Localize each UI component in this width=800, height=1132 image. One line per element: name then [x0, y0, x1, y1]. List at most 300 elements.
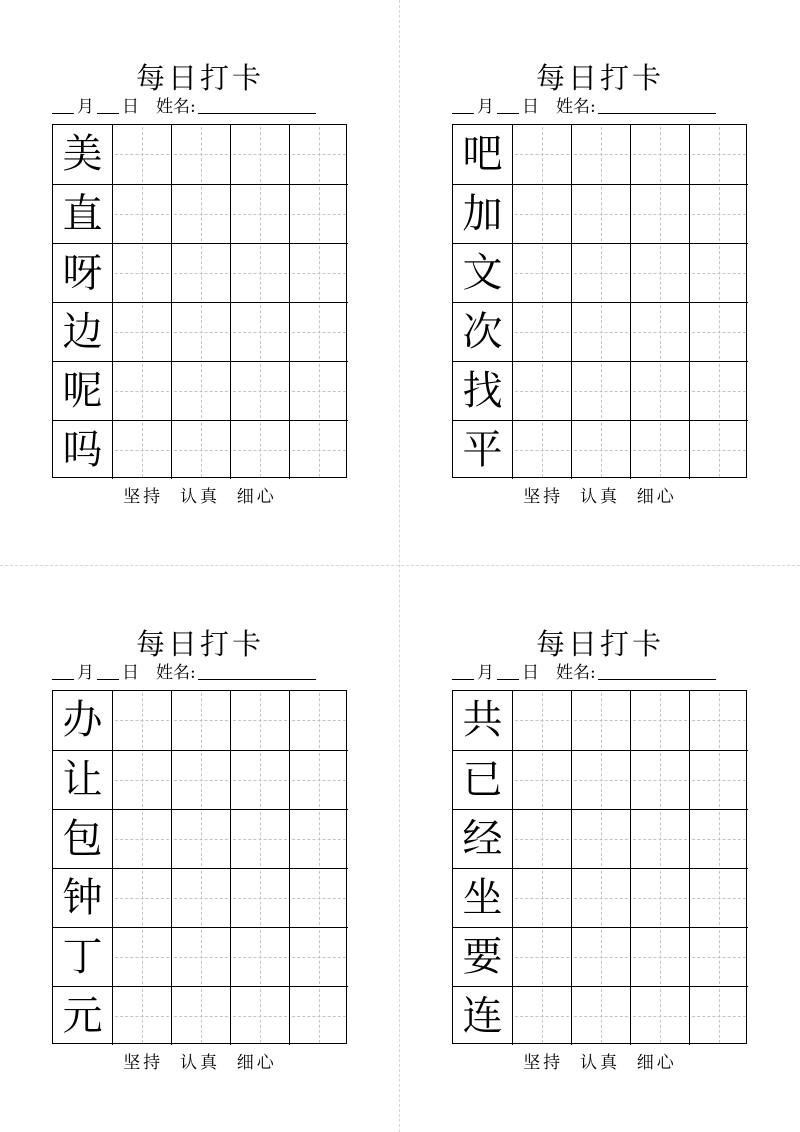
- model-character: 包: [62, 816, 103, 862]
- practice-cell[interactable]: [512, 125, 571, 184]
- guide-line-horizontal: [292, 1016, 346, 1017]
- practice-cell[interactable]: [112, 302, 171, 361]
- practice-cell[interactable]: [689, 868, 748, 927]
- practice-cell[interactable]: [289, 243, 348, 302]
- practice-cell[interactable]: [571, 184, 630, 243]
- guide-line-horizontal: [692, 957, 746, 958]
- guide-line-horizontal: [115, 957, 169, 958]
- guide-line-horizontal: [574, 214, 628, 215]
- name-blank[interactable]: [198, 95, 316, 114]
- practice-cell[interactable]: [230, 868, 289, 927]
- grid-row: [453, 125, 746, 184]
- guide-line-horizontal: [574, 273, 628, 274]
- model-cell: [453, 243, 512, 302]
- guide-line-horizontal: [174, 391, 228, 392]
- model-character: 办: [62, 697, 103, 743]
- model-cell: [53, 243, 112, 302]
- practice-cell[interactable]: [171, 420, 230, 479]
- practice-cell[interactable]: [571, 125, 630, 184]
- day-blank[interactable]: [97, 95, 119, 114]
- model-cell: [53, 302, 112, 361]
- model-character: 次: [462, 309, 503, 355]
- guide-line-horizontal: [633, 720, 687, 721]
- model-character: 经: [462, 816, 503, 862]
- practice-cell[interactable]: [230, 809, 289, 868]
- guide-line-horizontal: [174, 332, 228, 333]
- guide-line-horizontal: [115, 332, 169, 333]
- practice-cell[interactable]: [230, 184, 289, 243]
- guide-line-horizontal: [633, 1016, 687, 1017]
- practice-cell[interactable]: [230, 243, 289, 302]
- practice-cell[interactable]: [630, 184, 689, 243]
- practice-cell[interactable]: [171, 302, 230, 361]
- guide-line-horizontal: [233, 839, 287, 840]
- practice-cell[interactable]: [171, 243, 230, 302]
- practice-cell[interactable]: [112, 361, 171, 420]
- practice-cell[interactable]: [512, 243, 571, 302]
- practice-cell[interactable]: [512, 184, 571, 243]
- guide-line-horizontal: [574, 780, 628, 781]
- model-cell: [453, 302, 512, 361]
- guide-line-horizontal: [292, 780, 346, 781]
- month-blank[interactable]: [52, 95, 74, 114]
- grid-row: [53, 868, 346, 927]
- month-label: 月: [477, 97, 494, 117]
- practice-cell[interactable]: [112, 868, 171, 927]
- guide-line-horizontal: [574, 154, 628, 155]
- guide-line-horizontal: [692, 839, 746, 840]
- practice-cell[interactable]: [512, 986, 571, 1045]
- practice-cell[interactable]: [571, 361, 630, 420]
- practice-cell[interactable]: [689, 125, 748, 184]
- practice-cell[interactable]: [112, 691, 171, 750]
- guide-line-horizontal: [292, 957, 346, 958]
- practice-cell[interactable]: [289, 868, 348, 927]
- grid-row: [53, 927, 346, 986]
- model-character: 文: [462, 250, 503, 296]
- card-title: 每日打卡: [535, 627, 664, 661]
- practice-cell[interactable]: [230, 302, 289, 361]
- guide-line-horizontal: [233, 780, 287, 781]
- month-label: 月: [77, 97, 94, 117]
- date-name-line: [452, 94, 748, 120]
- model-cell: [453, 184, 512, 243]
- month-blank[interactable]: [452, 95, 474, 114]
- guide-line-horizontal: [515, 1016, 569, 1017]
- model-cell: [53, 986, 112, 1045]
- guide-line-horizontal: [574, 720, 628, 721]
- guide-line-horizontal: [692, 391, 746, 392]
- card-title: 每日打卡: [135, 61, 264, 95]
- card-title: 每日打卡: [135, 627, 264, 661]
- model-character: 连: [462, 993, 503, 1039]
- guide-line-horizontal: [233, 720, 287, 721]
- guide-line-horizontal: [115, 720, 169, 721]
- writing-grid: [52, 690, 347, 1044]
- month-blank[interactable]: [52, 661, 74, 680]
- guide-line-horizontal: [233, 154, 287, 155]
- practice-cell[interactable]: [289, 691, 348, 750]
- practice-cell[interactable]: [289, 361, 348, 420]
- grid-row: [53, 361, 346, 420]
- model-cell: [453, 750, 512, 809]
- grid-row: [453, 750, 746, 809]
- guide-line-horizontal: [633, 780, 687, 781]
- model-cell: [53, 691, 112, 750]
- guide-line-horizontal: [115, 154, 169, 155]
- model-character: 吗: [62, 427, 103, 473]
- model-cell: [453, 420, 512, 479]
- model-character: 直: [62, 191, 103, 237]
- grid-row: [453, 420, 746, 479]
- model-cell: [453, 986, 512, 1045]
- guide-line-horizontal: [515, 780, 569, 781]
- practice-cell[interactable]: [112, 809, 171, 868]
- guide-line-horizontal: [633, 214, 687, 215]
- model-character: 吧: [462, 131, 503, 177]
- guide-line-horizontal: [292, 898, 346, 899]
- practice-cell[interactable]: [112, 927, 171, 986]
- model-character: 找: [462, 368, 503, 414]
- grid-row: [453, 927, 746, 986]
- practice-cell[interactable]: [630, 125, 689, 184]
- model-character: 边: [62, 309, 103, 355]
- practice-cell[interactable]: [630, 809, 689, 868]
- practice-cell[interactable]: [289, 302, 348, 361]
- practice-cell[interactable]: [289, 986, 348, 1045]
- practice-cell[interactable]: [689, 243, 748, 302]
- date-name-line: [52, 94, 348, 120]
- practice-cell[interactable]: [512, 868, 571, 927]
- practice-cell[interactable]: [230, 420, 289, 479]
- date-name-line: [452, 660, 748, 686]
- practice-cell[interactable]: [689, 420, 748, 479]
- motto-text: 坚持 认真 细心: [123, 487, 277, 507]
- guide-line-horizontal: [515, 214, 569, 215]
- guide-line-horizontal: [233, 450, 287, 451]
- day-blank[interactable]: [497, 661, 519, 680]
- practice-cell[interactable]: [689, 302, 748, 361]
- practice-cell[interactable]: [512, 691, 571, 750]
- guide-line-horizontal: [633, 898, 687, 899]
- practice-cell[interactable]: [289, 184, 348, 243]
- practice-cell[interactable]: [171, 125, 230, 184]
- month-label: 月: [477, 663, 494, 683]
- guide-line-horizontal: [174, 720, 228, 721]
- model-cell: [53, 184, 112, 243]
- guide-line-horizontal: [515, 391, 569, 392]
- name-blank[interactable]: [198, 661, 316, 680]
- model-cell: [53, 750, 112, 809]
- practice-cell[interactable]: [630, 986, 689, 1045]
- name-blank[interactable]: [598, 661, 716, 680]
- practice-cell[interactable]: [689, 809, 748, 868]
- guide-line-horizontal: [233, 957, 287, 958]
- practice-cell[interactable]: [571, 750, 630, 809]
- guide-line-horizontal: [292, 332, 346, 333]
- guide-line-horizontal: [515, 450, 569, 451]
- guide-line-horizontal: [633, 957, 687, 958]
- practice-cell[interactable]: [630, 302, 689, 361]
- grid-row: [53, 125, 346, 184]
- guide-line-horizontal: [633, 839, 687, 840]
- practice-cell[interactable]: [112, 243, 171, 302]
- day-label: 日: [522, 97, 539, 117]
- practice-cell[interactable]: [630, 691, 689, 750]
- guide-line-horizontal: [292, 214, 346, 215]
- practice-cell[interactable]: [230, 361, 289, 420]
- practice-cell[interactable]: [230, 125, 289, 184]
- day-label: 日: [122, 97, 139, 117]
- practice-cell[interactable]: [512, 420, 571, 479]
- model-character: 钟: [62, 875, 103, 921]
- guide-line-horizontal: [115, 1016, 169, 1017]
- model-cell: [53, 125, 112, 184]
- practice-cell[interactable]: [512, 809, 571, 868]
- guide-line-horizontal: [292, 273, 346, 274]
- guide-line-horizontal: [174, 214, 228, 215]
- guide-line-horizontal: [633, 450, 687, 451]
- guide-line-horizontal: [233, 1016, 287, 1017]
- writing-grid: [452, 124, 747, 478]
- model-character: 加: [462, 191, 503, 237]
- model-character: 要: [462, 934, 503, 980]
- practice-cell[interactable]: [112, 750, 171, 809]
- practice-cell[interactable]: [630, 420, 689, 479]
- guide-line-horizontal: [633, 273, 687, 274]
- guide-line-horizontal: [174, 957, 228, 958]
- practice-cell[interactable]: [571, 420, 630, 479]
- guide-line-horizontal: [292, 839, 346, 840]
- practice-cell[interactable]: [630, 750, 689, 809]
- practice-cell[interactable]: [230, 927, 289, 986]
- model-character: 元: [62, 993, 103, 1039]
- guide-line-horizontal: [115, 214, 169, 215]
- grid-row: [453, 302, 746, 361]
- practice-cell[interactable]: [112, 986, 171, 1045]
- guide-line-horizontal: [692, 332, 746, 333]
- guide-line-horizontal: [115, 450, 169, 451]
- practice-cell[interactable]: [571, 809, 630, 868]
- practice-cell[interactable]: [171, 809, 230, 868]
- model-character: 让: [62, 757, 103, 803]
- practice-cell[interactable]: [630, 868, 689, 927]
- guide-line-horizontal: [574, 1016, 628, 1017]
- guide-line-horizontal: [692, 780, 746, 781]
- name-label: 姓名:: [556, 663, 596, 683]
- guide-line-horizontal: [515, 332, 569, 333]
- guide-line-horizontal: [692, 720, 746, 721]
- practice-cell[interactable]: [171, 361, 230, 420]
- guide-line-horizontal: [515, 273, 569, 274]
- grid-row: [53, 750, 346, 809]
- motto-text: 坚持 认真 细心: [123, 1053, 277, 1073]
- guide-line-horizontal: [233, 214, 287, 215]
- guide-line-horizontal: [115, 273, 169, 274]
- practice-cell[interactable]: [112, 420, 171, 479]
- guide-line-horizontal: [574, 332, 628, 333]
- grid-row: [453, 809, 746, 868]
- day-label: 日: [522, 663, 539, 683]
- practice-cell[interactable]: [230, 750, 289, 809]
- month-label: 月: [77, 663, 94, 683]
- month-blank[interactable]: [452, 661, 474, 680]
- guide-line-horizontal: [515, 154, 569, 155]
- model-cell: [453, 809, 512, 868]
- practice-cell[interactable]: [512, 927, 571, 986]
- cut-line-horizontal: [0, 565, 800, 566]
- guide-line-horizontal: [515, 898, 569, 899]
- guide-line-horizontal: [174, 450, 228, 451]
- practice-cell[interactable]: [689, 361, 748, 420]
- model-character: 已: [462, 757, 503, 803]
- guide-line-horizontal: [515, 839, 569, 840]
- guide-line-horizontal: [174, 154, 228, 155]
- guide-line-horizontal: [692, 898, 746, 899]
- model-character: 呢: [62, 368, 103, 414]
- model-cell: [53, 868, 112, 927]
- practice-cell[interactable]: [171, 986, 230, 1045]
- guide-line-horizontal: [633, 391, 687, 392]
- practice-cell[interactable]: [630, 361, 689, 420]
- model-character: 坐: [462, 875, 503, 921]
- model-character: 丁: [62, 934, 103, 980]
- model-cell: [453, 125, 512, 184]
- guide-line-horizontal: [692, 154, 746, 155]
- guide-line-horizontal: [515, 957, 569, 958]
- practice-cell[interactable]: [112, 125, 171, 184]
- grid-row: [453, 691, 746, 750]
- grid-row: [453, 361, 746, 420]
- practice-cell[interactable]: [689, 927, 748, 986]
- grid-row: [53, 809, 346, 868]
- day-label: 日: [122, 663, 139, 683]
- practice-cell[interactable]: [571, 302, 630, 361]
- day-blank[interactable]: [497, 95, 519, 114]
- guide-line-horizontal: [633, 332, 687, 333]
- guide-line-horizontal: [115, 391, 169, 392]
- model-cell: [453, 361, 512, 420]
- guide-line-horizontal: [233, 898, 287, 899]
- guide-line-horizontal: [574, 839, 628, 840]
- guide-line-horizontal: [574, 391, 628, 392]
- writing-grid: [452, 690, 747, 1044]
- guide-line-horizontal: [174, 839, 228, 840]
- grid-row: [53, 243, 346, 302]
- guide-line-horizontal: [292, 720, 346, 721]
- motto-text: 坚持 认真 细心: [523, 1053, 677, 1073]
- guide-line-horizontal: [233, 273, 287, 274]
- card-title: 每日打卡: [535, 61, 664, 95]
- grid-row: [53, 302, 346, 361]
- guide-line-horizontal: [174, 1016, 228, 1017]
- practice-cell[interactable]: [630, 243, 689, 302]
- day-blank[interactable]: [97, 661, 119, 680]
- practice-cell[interactable]: [230, 986, 289, 1045]
- grid-row: [53, 420, 346, 479]
- cut-line-vertical: [399, 0, 400, 1132]
- practice-cell[interactable]: [571, 986, 630, 1045]
- practice-cell[interactable]: [571, 243, 630, 302]
- practice-cell[interactable]: [171, 691, 230, 750]
- guide-line-horizontal: [115, 898, 169, 899]
- name-label: 姓名:: [156, 663, 196, 683]
- grid-row: [453, 184, 746, 243]
- guide-line-horizontal: [174, 780, 228, 781]
- practice-cell[interactable]: [289, 420, 348, 479]
- practice-cell[interactable]: [171, 868, 230, 927]
- practice-cell[interactable]: [630, 927, 689, 986]
- grid-row: [453, 243, 746, 302]
- practice-cell[interactable]: [571, 691, 630, 750]
- grid-row: [453, 868, 746, 927]
- guide-line-horizontal: [115, 839, 169, 840]
- model-character: 共: [462, 697, 503, 743]
- guide-line-horizontal: [292, 391, 346, 392]
- writing-grid: [52, 124, 347, 478]
- model-cell: [53, 361, 112, 420]
- grid-row: [53, 691, 346, 750]
- guide-line-horizontal: [174, 273, 228, 274]
- practice-cell[interactable]: [289, 750, 348, 809]
- practice-cell[interactable]: [171, 927, 230, 986]
- name-blank[interactable]: [598, 95, 716, 114]
- guide-line-horizontal: [692, 214, 746, 215]
- practice-cell[interactable]: [171, 184, 230, 243]
- practice-cell[interactable]: [289, 809, 348, 868]
- model-character: 呀: [62, 250, 103, 296]
- practice-cell[interactable]: [289, 927, 348, 986]
- guide-line-horizontal: [233, 391, 287, 392]
- guide-line-horizontal: [692, 273, 746, 274]
- model-character: 美: [62, 131, 103, 177]
- guide-line-horizontal: [574, 957, 628, 958]
- grid-row: [53, 184, 346, 243]
- guide-line-horizontal: [292, 450, 346, 451]
- guide-line-horizontal: [292, 154, 346, 155]
- guide-line-horizontal: [574, 450, 628, 451]
- model-cell: [53, 809, 112, 868]
- guide-line-horizontal: [633, 154, 687, 155]
- guide-line-horizontal: [692, 450, 746, 451]
- model-cell: [453, 927, 512, 986]
- guide-line-horizontal: [233, 332, 287, 333]
- practice-cell[interactable]: [171, 750, 230, 809]
- practice-cell[interactable]: [689, 691, 748, 750]
- date-name-line: [52, 660, 348, 686]
- practice-cell[interactable]: [512, 361, 571, 420]
- guide-line-horizontal: [515, 720, 569, 721]
- guide-line-horizontal: [692, 1016, 746, 1017]
- practice-cell[interactable]: [689, 750, 748, 809]
- practice-cell[interactable]: [689, 184, 748, 243]
- practice-cell[interactable]: [689, 986, 748, 1045]
- practice-cell[interactable]: [112, 184, 171, 243]
- practice-cell[interactable]: [289, 125, 348, 184]
- name-label: 姓名:: [156, 97, 196, 117]
- practice-cell[interactable]: [230, 691, 289, 750]
- model-cell: [53, 420, 112, 479]
- model-cell: [453, 691, 512, 750]
- guide-line-horizontal: [574, 898, 628, 899]
- grid-row: [53, 986, 346, 1045]
- practice-cell[interactable]: [512, 750, 571, 809]
- practice-cell[interactable]: [571, 927, 630, 986]
- practice-cell[interactable]: [571, 868, 630, 927]
- practice-cell[interactable]: [512, 302, 571, 361]
- grid-row: [453, 986, 746, 1045]
- guide-line-horizontal: [174, 898, 228, 899]
